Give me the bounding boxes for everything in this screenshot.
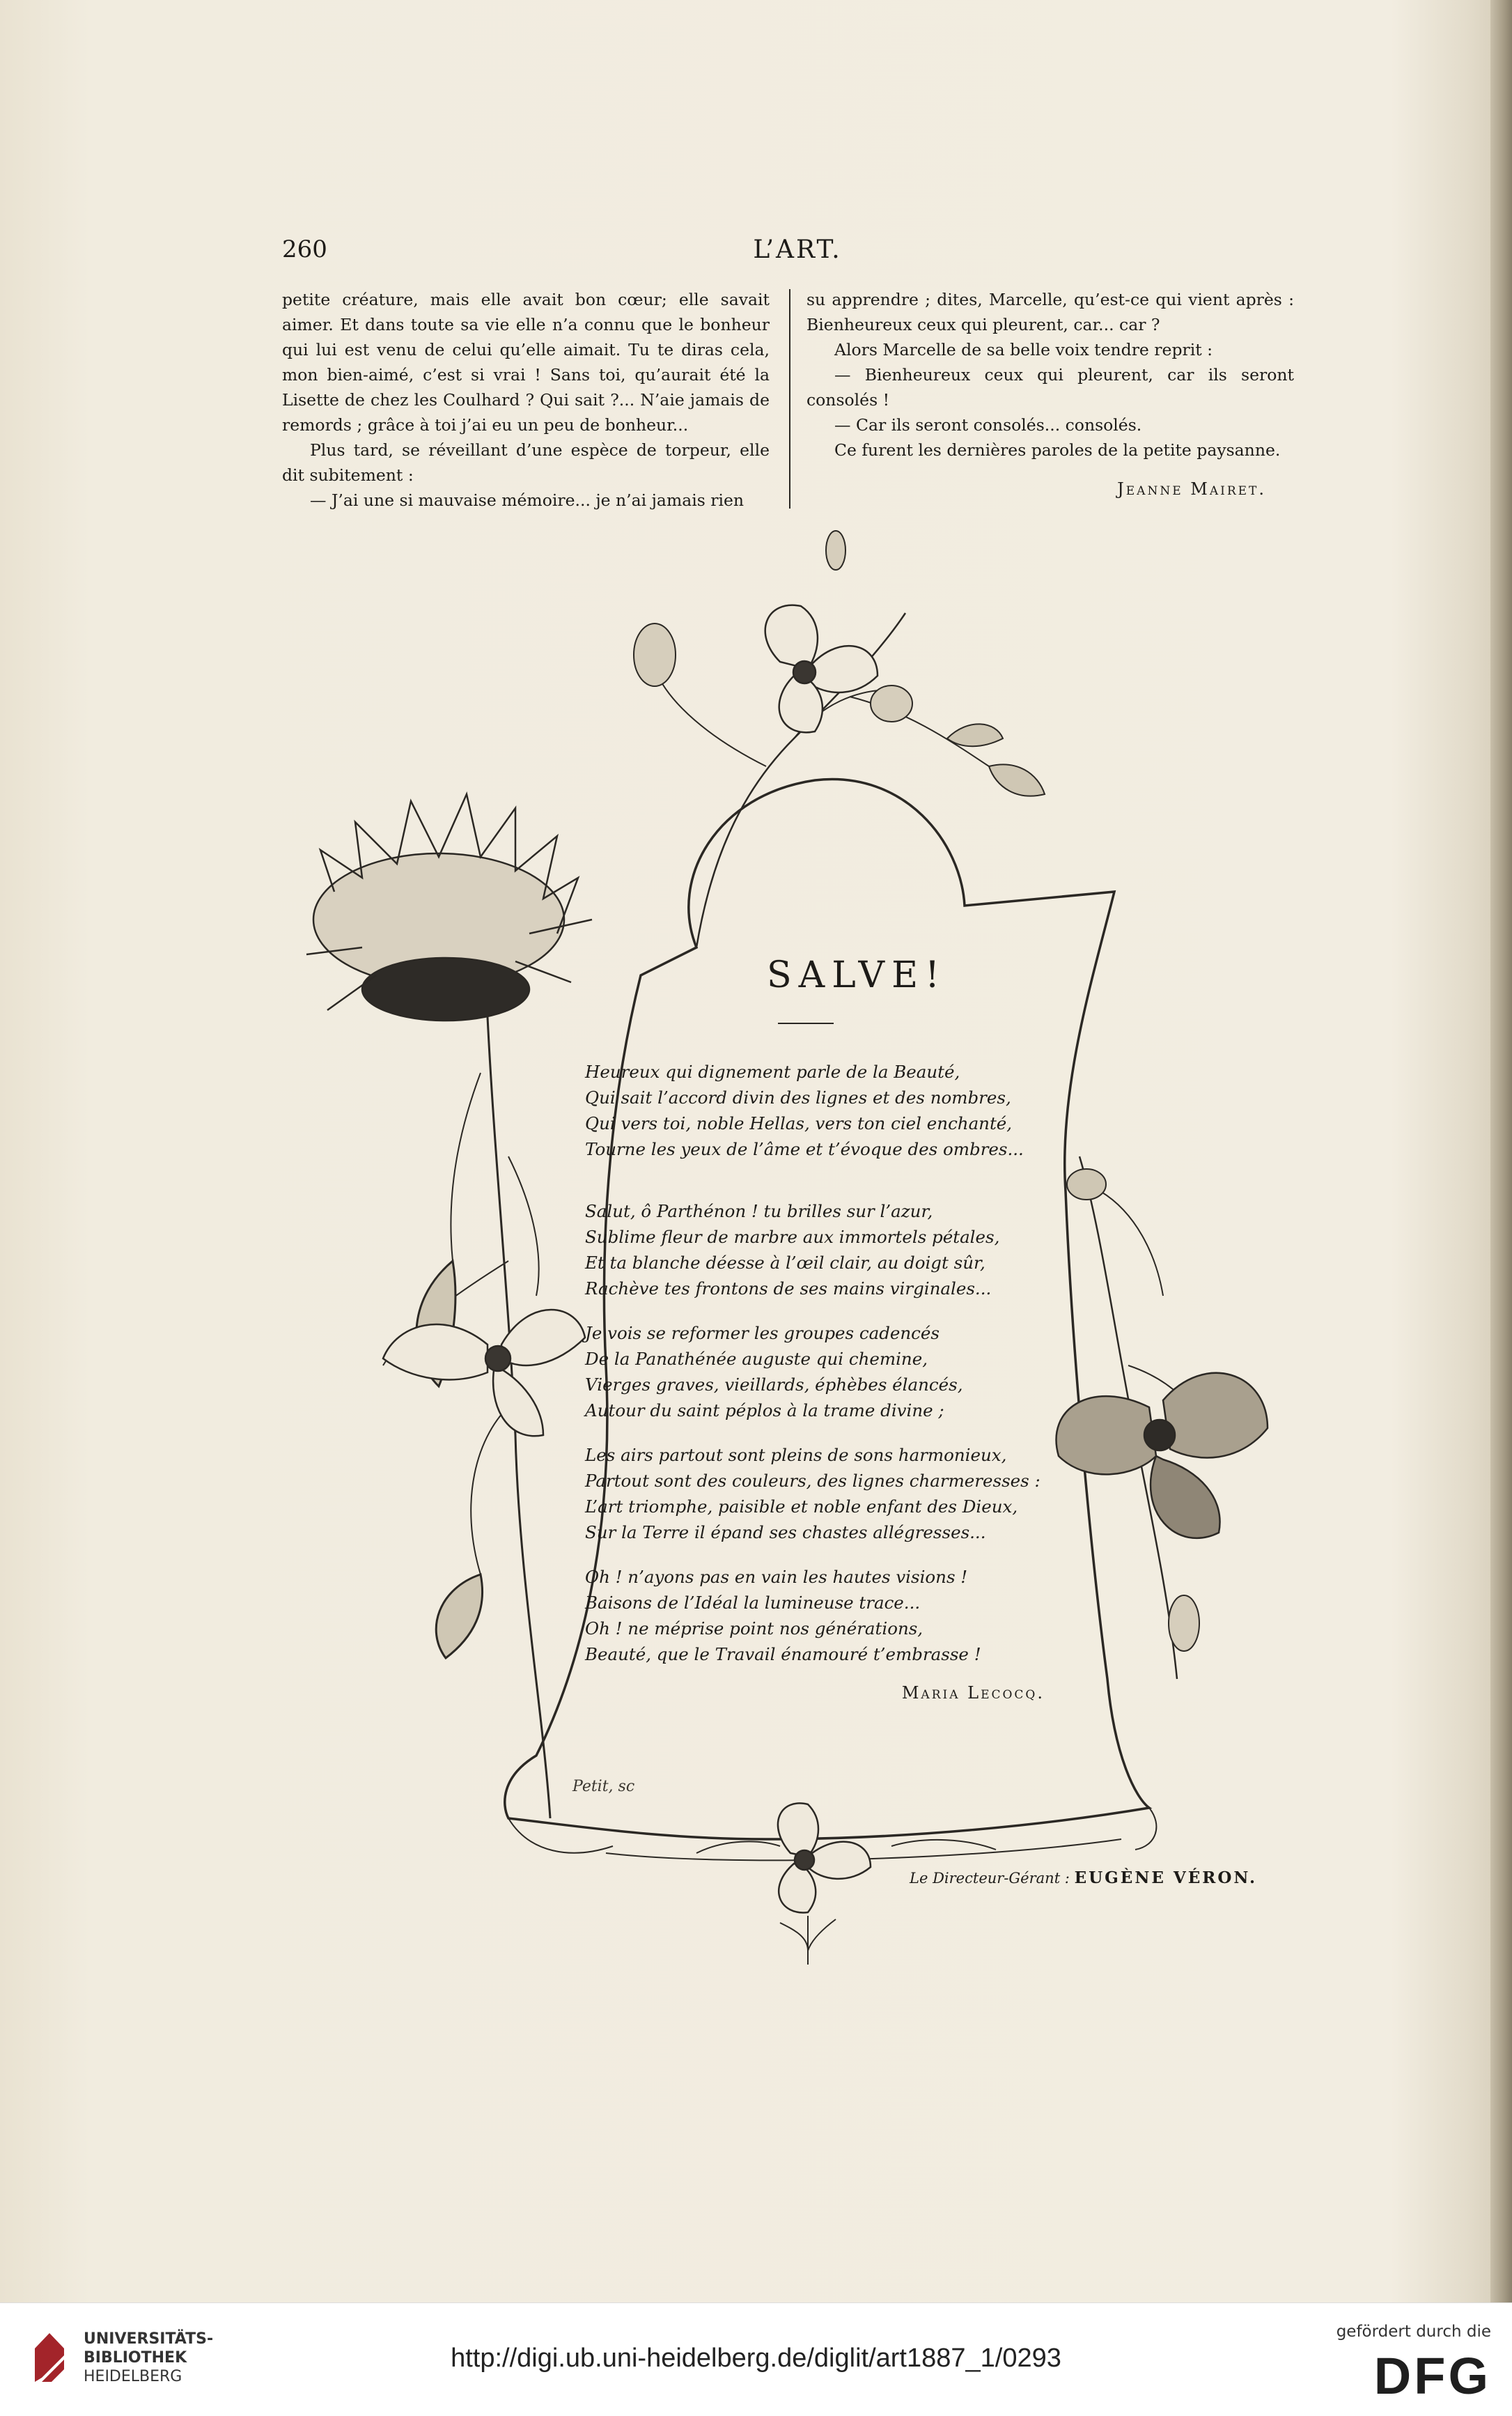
funding-note: gefördert durch die [1336,2323,1491,2341]
permalink-url[interactable]: http://digi.ub.uni-heidelberg.de/diglit/art1887_1/0293 [451,2344,1061,2373]
institution-line: HEIDELBERG [84,2368,182,2385]
director-credit [766,1868,1257,1887]
paragraph: Alors Marcelle de sa belle voix tendre reprit : [834,340,1213,359]
poem-line: De la Panathénée auguste qui chemine, [585,1349,928,1369]
poem-line: Beauté, que le Travail énamouré t’embrasse ! [585,1644,981,1664]
paragraph: petite créature, mais elle avait bon cœur; elle savait aimer. Et dans toute sa vie elle n’a connu que le bonheur qui lui est venu de celui qu’elle aimait. Tu te diras cela, mon bien-aimé, c’est si vrai ! Sans toi, qu’aurait été la Lisette de chez les Coulhard ? Qui sait ?... N’aie jamais de remords ; grâce à toi j’ai eu un peu de bonheur... [282,290,770,435]
poem-line: Qui vers toi, noble Hellas, vers ton ciel enchanté, [585,1113,1013,1133]
poem-author: Maria Lecocq. [901,1683,1045,1703]
institution-line: UNIVERSITÄTS- [84,2330,214,2348]
poem-line: Et ta blanche déesse à l’œil clair, au doigt sûr, [585,1253,985,1273]
poem-line: Oh ! n’ayons pas en vain les hautes visions ! [585,1567,968,1587]
journal-title: L’ART. [753,235,842,264]
running-head [282,235,1313,270]
poem-title: SALVE! [767,954,946,996]
poem-line: Qui sait l’accord divin des lignes et des nombres, [585,1087,1011,1108]
poem-stanza [585,1198,1045,1301]
paragraph: Plus tard, se réveillant d’une espèce de torpeur, elle dit subitement : [282,440,770,485]
engraver-signature: Petit, sc [572,1778,635,1795]
institution-line: BIBLIOTHEK [84,2349,187,2367]
poem-stanza [585,1059,1045,1162]
poem-line: Sur la Terre il épand ses chastes allégresses... [585,1522,986,1542]
poem-line: Tourne les yeux de l’âme et t’évoque des ombres... [585,1139,1024,1159]
right-text-column [806,287,1294,502]
poem-line: L’art triomphe, paisible et noble enfant des Dieux, [585,1496,1018,1517]
director-name: EUGÈNE VÉRON. [1074,1868,1257,1887]
poem-line: Vierges graves, vieillards, éphèbes élancés, [585,1375,963,1395]
page-gutter-shadow [1490,0,1512,2302]
poem-line: Salut, ô Parthénon ! tu brilles sur l’azur, [585,1201,933,1221]
title-rule [778,1023,834,1024]
left-text-column [282,287,770,513]
poem-stanza [585,1320,1045,1423]
poem-line: Rachève tes frontons de ses mains virginales... [585,1278,992,1299]
paragraph: — J’ai une si mauvaise mémoire... je n’ai jamais rien [310,490,745,510]
poem-line: Les airs partout sont pleins de sons harmonieux, [585,1445,1007,1465]
wild-rose-bottom [778,1803,871,1912]
paragraph: su apprendre ; dites, Marcelle, qu’est-ce qui vient après : Bienheureux ceux qui pleurent, car... car ? [806,290,1294,334]
page-number: 260 [282,235,327,263]
poem-line: Baisons de l’Idéal la lumineuse trace... [585,1593,921,1613]
paragraph: — Bienheureux ceux qui pleurent, car ils seront consolés ! [806,365,1294,410]
poem-line: Oh ! ne méprise point nos générations, [585,1618,923,1639]
dfg-logo: DFG [1373,2347,1491,2405]
poem-stanza [585,1442,1045,1545]
poem-stanza [585,1564,1045,1667]
story-signature: Jeanne Mairet. [1117,479,1266,499]
paragraph: Ce furent les dernières paroles de la petite paysanne. [834,440,1281,460]
director-label: Le Directeur-Gérant : [910,1870,1070,1887]
poem-line: Heureux qui dignement parle de la Beauté, [585,1062,960,1082]
paragraph: — Car ils seront consolés... consolés. [834,415,1142,435]
viewer-footer [0,2302,1512,2416]
column-divider [789,289,790,509]
wild-rose-top [765,605,878,733]
poem-line: Partout sont des couleurs, des lignes charmeresses : [585,1471,1041,1491]
poppy-flower-left [306,794,592,1021]
poem-line: Je vois se reformer les groupes cadencés [585,1323,940,1343]
poem-line: Autour du saint péplos à la trame divine ; [585,1400,944,1420]
wild-rose-left [383,1310,585,1436]
poem-line: Sublime fleur de marbre aux immortels pétales, [585,1227,1000,1247]
